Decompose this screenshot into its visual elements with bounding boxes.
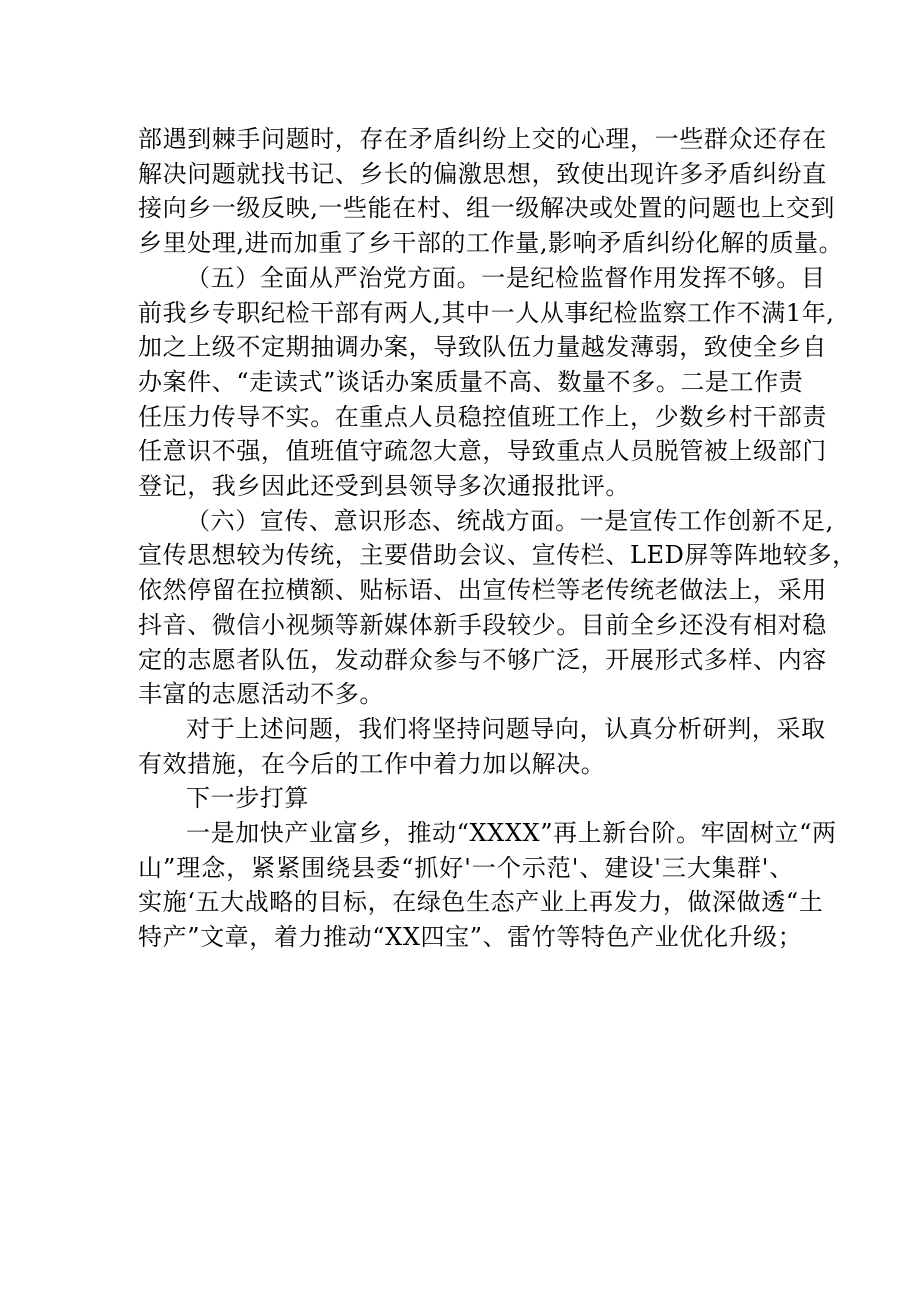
text-line: 有效措施，在今后的工作中着力加以解决。 xyxy=(138,749,606,778)
text-line: 丰富的志愿活动不多。 xyxy=(138,680,384,709)
paragraph-publicity-ideology xyxy=(138,504,857,712)
text-line: （六）宣传、意识形态、统战方面。一是宣传工作创新不足, xyxy=(186,506,834,535)
text-line: （五）全面从严治党方面。一是纪检监督作用发挥不够。目 xyxy=(186,263,826,292)
text-line: 实施‘五大战略的目标，在绿色生态产业上再发力，做深做透“土 xyxy=(138,888,824,917)
text-line: 特产”文章，着力推动“XX四宝”、雷竹等特色产业优化升级； xyxy=(138,923,803,952)
text-line: 乡里处理,进而加重了乡干部的工作量,影响矛盾纠纷化解的质量。 xyxy=(138,229,844,258)
paragraph-party-governance xyxy=(138,261,835,504)
text-line: 办案件、“走读式”谈话办案质量不高、数量不多。二是工作责 xyxy=(138,367,804,396)
text-line: 依然停留在拉横额、贴标语、出宣传栏等老传统老做法上，采用 xyxy=(138,576,827,605)
paragraph-problem-response xyxy=(138,712,826,781)
text-line: 解决问题就找书记、乡长的偏激思想，致使出现许多矛盾纠纷直 xyxy=(138,159,827,188)
text-line: 对于上述问题，我们将坚持问题导向，认真分析研判，采取 xyxy=(186,714,826,743)
text-line: 抖音、微信小视频等新媒体新手段较少。目前全乡还没有相对稳 xyxy=(138,610,827,639)
text-line: 部遇到棘手问题时，存在矛盾纠纷上交的心理，一些群众还存在 xyxy=(138,125,827,153)
text-line: 任压力传导不实。在重点人员稳控值班工作上，少数乡村干部责 xyxy=(138,402,827,431)
text-line: 前我乡专职纪检干部有两人,其中一人从事纪检监察工作不满1年, xyxy=(138,298,835,327)
section-heading-next-steps xyxy=(138,781,794,816)
text-line: 宣传思想较为传统，主要借助会议、宣传栏、LED屏等阵地较多， xyxy=(138,541,857,570)
text-line: 接向乡一级反映,一些能在村、组一级解决或处置的问题也上交到 xyxy=(138,194,836,223)
paragraph-industry-plan xyxy=(138,816,837,955)
text-line: 登记，我乡因此还受到县领导多次通报批评。 xyxy=(138,472,630,501)
text-line: 加之上级不定期抽调办案，导致队伍力量越发薄弱，致使全乡自 xyxy=(138,333,827,362)
heading-text: 下一步打算 xyxy=(186,784,309,813)
text-line: 任意识不强，值班值守疏忽大意，导致重点人员脱管被上级部门 xyxy=(138,437,827,466)
document-page xyxy=(138,122,857,955)
text-line: 山”理念，紧紧围绕县委“抓好'一个示范'、建设'三大集群'、 xyxy=(138,853,794,882)
text-line: 一是加快产业富乡，推动“XXXX”再上新台阶。牢固树立“两 xyxy=(186,819,837,848)
paragraph-dispute-handling xyxy=(138,122,844,261)
text-line: 定的志愿者队伍，发动群众参与不够广泛，开展形式多样、内容 xyxy=(138,645,827,674)
